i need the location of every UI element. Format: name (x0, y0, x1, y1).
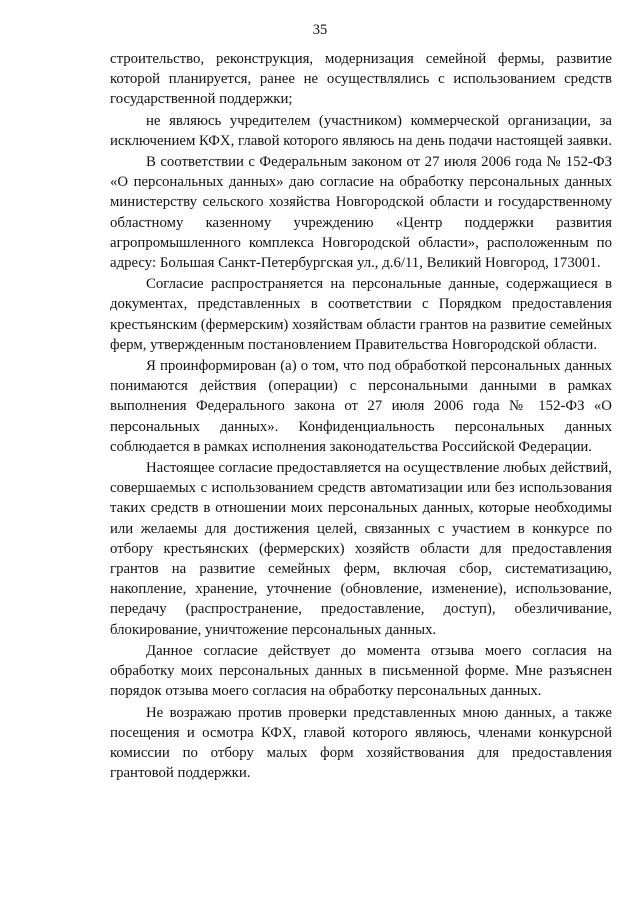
paragraph-informed-clause: Я проинформирован (а) о том, что под обработкой персональных данных понимаются действия (операции) с персональными данными в рамках выполнения Федерального закона от 27 июля 2006 года № 152-ФЗ «О персональных данных». Конфиденциальность персональных данных соблюдается в рамках исполнения законодательства Российской Федерации. (110, 358, 612, 455)
page-number: 35 (312, 22, 328, 38)
paragraph-inspection-clause: Не возражаю против проверки представленных мною данных, а также посещения и осмотра КФХ, главой которого являюсь, членами конкурсной комиссии по отбору малых форм хозяйствования для предоставления грантовой поддержки. (110, 704, 612, 782)
paragraph-founder-clause: не являюсь учредителем (участником) коммерческой организации, за исключением КФХ, главой которого являюсь на день подачи настоящей заявки. (110, 112, 612, 149)
paragraph-consent-validity: Данное согласие действует до момента отзыва моего согласия на обработку моих персональных данных в письменной форме. Мне разъяснен порядок отзыва моего согласия на обработку персональных данных. (110, 642, 612, 700)
paragraph-consent-statement: В соответствии с Федеральным законом от 27 июля 2006 года № 152-ФЗ «О персональных данных» даю согласие на обработку персональных данных министерству сельского хозяйства Новгородской области и государственному областному казенному учреждению «Центр поддержки развития агропромышленного комплекса Новгородской области», расположенным по адресу: Большая Санкт-Петербургская ул., д.6/11, Великий Новгород, 173001. (110, 154, 612, 272)
document-body (110, 49, 612, 783)
paragraph-processing-actions: Настоящее согласие предоставляется на осуществление любых действий, совершаемых с использованием средств автоматизации или без использования таких средств в отношении моих персональных данных, которые необходимы или желаемы для достижения целей, связанных с участием в конкурсе по отбору крестьянских (фермерских) хозяйств области для предоставления грантов на развитие семейных ферм, включая сбор, систематизацию, накопление, хранение, уточнение (обновление, изменение), использование, передачу (распространение, предоставление, доступ), обезличивание, блокирование, уничтожение персональных данных. (110, 460, 612, 638)
paragraph-consent-scope: Согласие распространяется на персональные данные, содержащиеся в документах, представленных в соответствии с Порядком предоставления крестьянским (фермерским) хозяйствам области грантов на развитие семейных ферм, утвержденным постановлением Правительства Новгородской области. (110, 276, 612, 353)
paragraph-construction-clause: строительство, реконструкция, модернизация семейной фермы, развитие которой планируется, ранее не осуществлялись с использованием средств государственной поддержки; (110, 51, 612, 108)
